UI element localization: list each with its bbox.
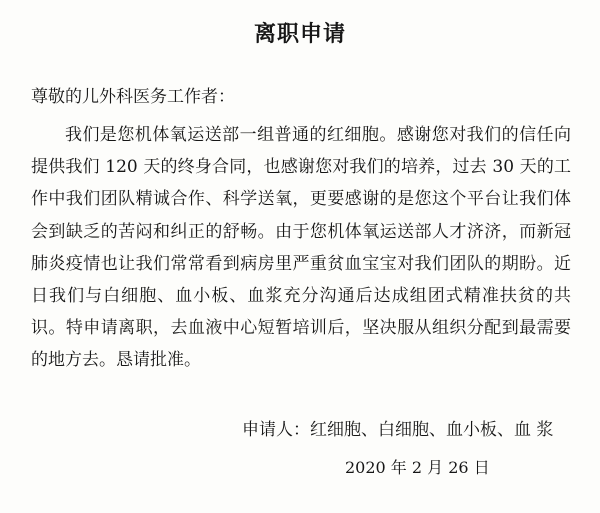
body-paragraph: 我们是您机体氧运送部一组普通的红细胞。感谢您对我们的信任向提供我们 120 天的终身合同，也感谢您对我们的培养，过去 30 天的工作中我们团队精诚合作、科学送氧，更要感谢的是您这个平台让我们体会到缺乏的苦闷和纠正的舒畅。由于您机体氧运送部人才济济，而新冠肺炎疫情也让我们常常看到病房里严重贫血宝宝对我们团队的期盼。近日我们与白细胞、血小板、血浆充分沟通后达成组团式精准扶贫的共识。特申请离职，去血液中心短暂培训后，坚决服从组织分配到最需要的地方去。恳请批准。 (31, 125, 571, 371)
date-line: 2020 年 2 月 26 日 (345, 458, 490, 477)
salutation: 尊敬的儿外科医务工作者： (31, 87, 235, 107)
applicant-signature: 申请人：红细胞、白细胞、血小板、血 浆 (242, 420, 554, 440)
document-title: 离职申请 (253, 22, 346, 47)
